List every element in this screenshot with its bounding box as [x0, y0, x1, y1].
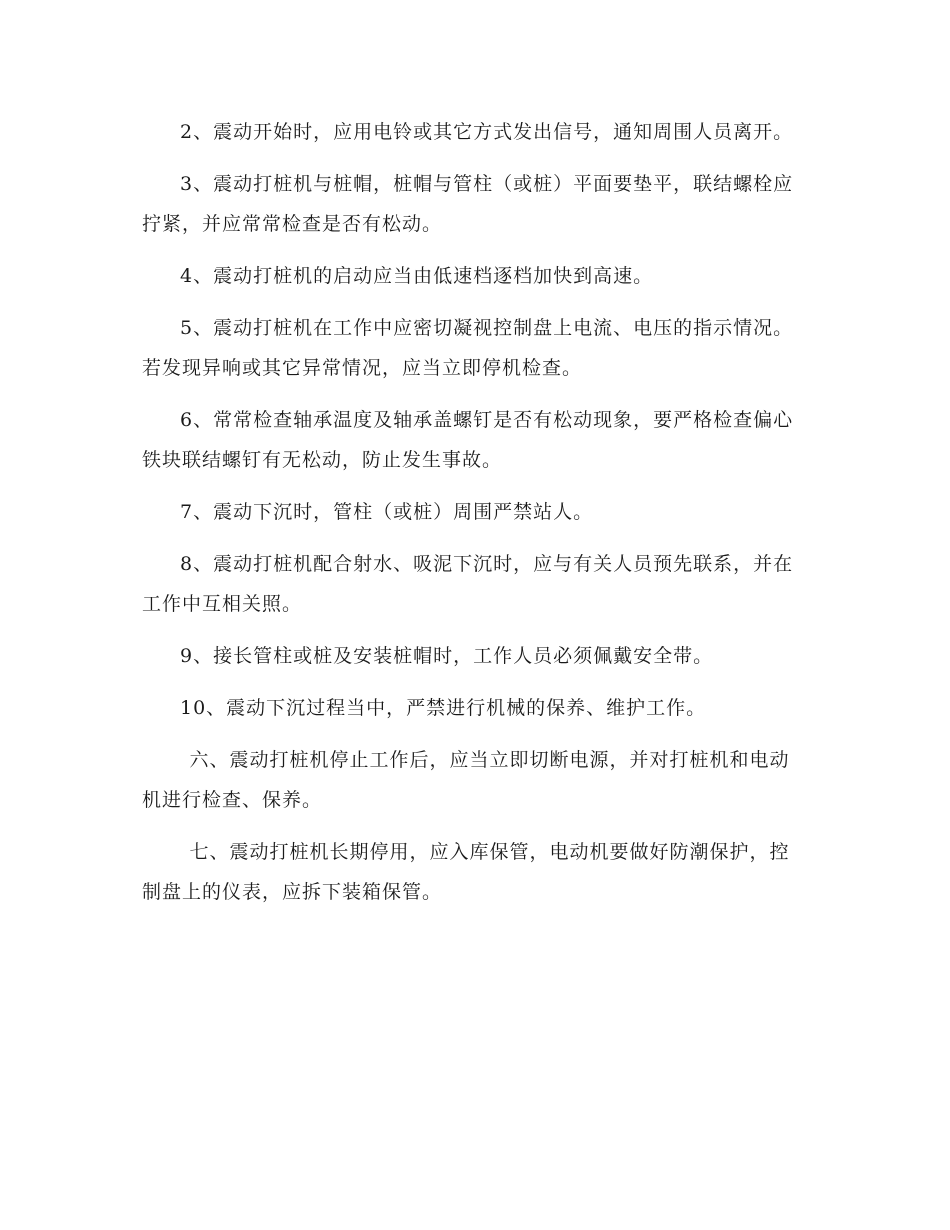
paragraph-item-10: 10、震动下沉过程当中，严禁进行机械的保养、维护工作。 [180, 697, 707, 719]
paragraph-item-2: 2、震动开始时，应用电铃或其它方式发出信号，通知周围人员离开。 [180, 121, 794, 143]
paragraph-item-7: 7、震动下沉时，管柱（或桩）周围严禁站人。 [180, 501, 594, 523]
paragraph-item-9: 9、接长管柱或桩及安装桩帽时，工作人员必须佩戴安全带。 [180, 645, 714, 667]
section-seven-paragraph: 七、震动打桩机长期停用，应入库保管，电动机要做好防潮保护，控制盘上的仪表，应拆下装箱保管。 [142, 841, 790, 903]
paragraph-item-4: 4、震动打桩机的启动应当由低速档逐档加快到高速。 [180, 265, 654, 287]
document-body [142, 112, 808, 924]
paragraph-item-8: 8、震动打桩机配合射水、吸泥下沉时，应与有关人员预先联系，并在工作中互相关照。 [142, 553, 794, 615]
paragraph-item-3: 3、震动打桩机与桩帽，桩帽与管柱（或桩）平面要垫平，联结螺栓应拧紧，并应常常检查是否有松动。 [142, 173, 794, 235]
section-six-paragraph: 六、震动打桩机停止工作后，应当立即切断电源，并对打桩机和电动机进行检查、保养。 [142, 749, 790, 811]
paragraph-item-5: 5、震动打桩机在工作中应密切凝视控制盘上电流、电压的指示情况。若发现异响或其它异常情况，应当立即停机检查。 [142, 317, 794, 379]
paragraph-item-6: 6、常常检查轴承温度及轴承盖螺钉是否有松动现象，要严格检查偏心铁块联结螺钉有无松动，防止发生事故。 [142, 409, 794, 471]
